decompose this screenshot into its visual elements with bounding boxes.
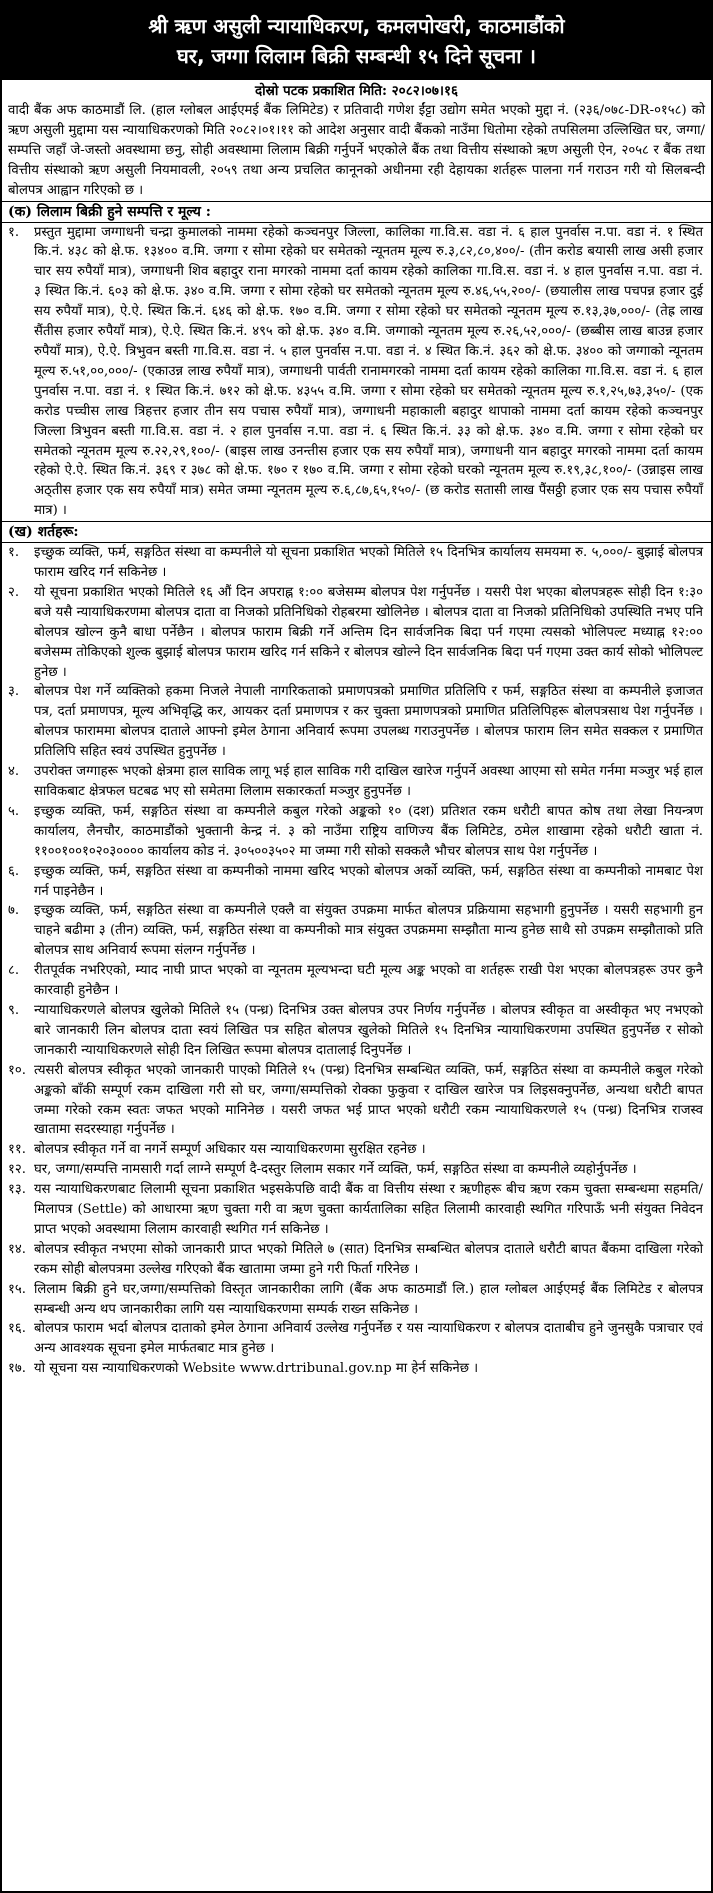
notice-title-line1: श्री ऋण असुली न्यायाधिकरण, कमलपोखरी, काठमाडौंको xyxy=(148,14,565,38)
section-kha-list xyxy=(2,543,711,1379)
section-kha-item-text: न्यायाधिकरणले बोलपत्र खुलेको मितिले १५ (पन्ध्र) दिनभित्र उक्त बोलपत्र उपर निर्णय गर्नुपर्नेछ । बोलपत्र स्वीकृत वा अस्वीकृत भए नभएको बारे जानकारी लिन बोलपत्र दाता स्वयं लिखित पत्र सहित बोलपत्र खुलेको मितिले १५ दिनभित्र न्यायाधिकरणमा उपस्थित हुनुपर्नेछ र सोको जानकारी न्यायाधिकरणले सोही दिन लिखित रूपमा बोलपत्र दातालाई दिनुपर्नेछ । xyxy=(34,1002,703,1058)
section-kha-item xyxy=(2,543,711,583)
section-kha-item-number: ३. xyxy=(8,684,20,700)
section-kha-item xyxy=(2,961,711,1001)
section-kha-item-number: १४. xyxy=(8,1241,26,1257)
section-kha-item xyxy=(2,862,711,902)
section-kha-item-number: १०. xyxy=(8,1062,26,1078)
section-kha-item-text: इच्छुक व्यक्ति, फर्म, सङ्गठित संस्था वा कम्पनीले कबुल गरेको अङ्कको १० (दश) प्रतिशत रकम धरौटी बापत कोष तथा लेखा नियन्त्रण कार्यालय, लैनचौर, काठमाडौंको भुक्तानी केन्द्र नं. ३ को नाउँमा राष्ट्रिय वाणिज्य बैंक लिमिटेड, ठमेल शाखामा रहेको धरौटी खाता नं. ११००१००१०२०३०००० कार्यालय कोड नं. ३०५००३५०२ मा जम्मा गरी सोको सक्कलै भौचर बोलपत्र साथ पेश गर्नुपर्नेछ । xyxy=(34,803,703,859)
section-kha-item xyxy=(2,1160,711,1180)
section-kha-item-text: बोलपत्र स्वीकृत नभएमा सोको जानकारी प्राप्त भएको मितिले ७ (सात) दिनभित्र सम्बन्धित बोलपत्र दाताले धरौटी बापत बैंकमा दाखिला गरेको रकम सोही बोलपत्रमा उल्लेख गरिएको बैंक खातामा जम्मा हुने गरी फिर्ता गरिनेछ । xyxy=(34,1241,703,1277)
section-kha-item-number: १६. xyxy=(8,1321,26,1337)
section-kha-item xyxy=(2,1280,711,1320)
intro-paragraph: वादी बैंक अफ काठमाडौं लि. (हाल ग्लोबल आईएमई बैंक लिमिटेड) र प्रतिवादी गणेश ईंट्टा उद्योग समेत भएको मुद्दा नं. (२३६/०७८-DR-०१५८) को ऋण असुली मुद्दामा यस न्यायाधिकरणको मिति २०८२।०१।११ को आदेश अनुसार वादी बैंकको नाउँमा धितोमा रहेको तपसिलमा उल्लिखित घर, जग्गा/सम्पत्ति जहाँ जे-जस्तो अवस्थामा छनु, सोही अवस्थामा लिलाम बिक्री गर्नुपर्ने भएकोले बैंक तथा वित्तीय संस्थाको ऋण असुली ऐन, २०५८ र बैंक तथा वित्तीय संस्थाको ऋण असुली नियमावली, २०५९ तथा अन्य प्रचलित कानूनको अधीनमा रही देहायका शर्तहरू पालना गर्न गराउन गरी यो सिलबन्दी बोलपत्र आह्वान गरिएको छ । xyxy=(8,103,705,198)
section-ka-list xyxy=(2,223,711,522)
notice-title-box xyxy=(2,2,711,80)
section-kha-item-text: इच्छुक व्यक्ति, फर्म, सङ्गठित संस्था वा कम्पनीले यो सूचना प्रकाशित भएको मितिले १५ दिनभित्र कार्यालय समयमा रु. ५,०००/- बुझाई बोलपत्र फाराम खरिद गर्न सकिनेछ । xyxy=(34,545,703,581)
section-kha-item-number: ८. xyxy=(8,963,20,979)
section-kha-item-text: इच्छुक व्यक्ति, फर्म, सङ्गठित संस्था वा कम्पनीले एक्लै वा संयुक्त उपक्रमा मार्फत बोलपत्र प्रक्रियामा सहभागी हुनुपर्नेछ । यसरी सहभागी हुन चाहने बढीमा ३ (तीन) व्यक्ति, फर्म, सङ्गठित संस्था वा कम्पनीको मात्र संयुक्त उपक्रममा सम्झौता मान्य हुनेछ साथै सो उपक्रम सम्झौताको प्रति बोलपत्र साथ अनिवार्य रूपमा संलग्न गर्नुपर्नेछ । xyxy=(34,903,703,959)
notice-title-line2: घर, जग्गा लिलाम बिक्री सम्बन्धी १५ दिने सूचना । xyxy=(176,44,537,68)
section-kha-item-number: १२. xyxy=(8,1162,26,1178)
section-kha-item-text: बोलपत्र पेश गर्ने व्यक्तिको हकमा निजले नेपाली नागरिकताको प्रमाणपत्रको प्रमाणित प्रतिलिपि र फर्म, सङ्गठित संस्था वा कम्पनीले इजाजत पत्र, दर्ता प्रमाणपत्र, मूल्य अभिवृद्धि कर, आयकर दर्ता प्रमाणपत्र र कर चुक्ता प्रमाणपत्रको प्रमाणित प्रतिलिपिहरू बोलपत्रसाथ पेश गर्नुपर्नेछ । बोलपत्र फाराममा बोलपत्र दाताले आफ्नो इमेल ठेगाना अनिवार्य रूपमा उपलब्ध गराउनुपर्नेछ । बोलपत्र फाराम लिन समेत सक्कल र प्रमाणित प्रतिलिपि सहित स्वयं उपस्थित हुनुपर्नेछ । xyxy=(34,684,703,760)
section-kha-item-number: १७. xyxy=(8,1361,26,1377)
section-ka-item-text: प्रस्तुत मुद्दामा जग्गाधनी चन्द्रा कुमालको नाममा रहेको कञ्चनपुर जिल्ला, कालिका गा.वि.स. वडा नं. ६ हाल पुनर्वास न.पा. वडा नं. १ स्थित कि.नं. ४३८ को क्षे.फ. १३४०० व.मि. जग्गा र सोमा रहेको घर समेतको न्यूनतम मूल्य रु.३,८२,८०,४००/- (तीन करोड बयासी लाख असी हजार चार सय रुपैयाँ मात्र), जग्गाधनी शिव बहादुर राना मगरको नाममा दर्ता कायम रहेको कालिका गा.वि.स. वडा नं. ४ हाल पुनर्वास न.पा. वडा नं. ३ स्थित कि.नं. ६०३ को क्षे.फ. ३४० व.मि. जग्गा र सोमा रहेको घर समेतको न्यूनतम मूल्य रु.४६,५५,२००/- (छयालीस लाख पचपन्न हजार दुई सय रुपैयाँ मात्र), ऐ.ऐ. स्थित कि.नं. ६४६ को क्षे.फ. १७० व.मि. जग्गा र सोमा रहेको घर समेतको न्यूनतम मूल्य रु.१३,३७,०००/- (तेह्र लाख सैंतीस हजार रुपैयाँ मात्र), ऐ.ऐ. स्थित कि.नं. ४९५ को क्षे.फ. ३४० व.मि. जग्गाको न्यूनतम मूल्य रु.२६,५२,०००/- (छब्बीस लाख बाउन्न हजार रुपैयाँ मात्र), ऐ.ऐ. त्रिभुवन बस्ती गा.वि.स. वडा नं. ५ हाल पुनर्वास न.पा. वडा नं. ४ स्थित कि.नं. ३६२ को क्षे.फ. ३४०० को जग्गाको न्यूनतम मूल्य रु.५१,००,०००/- (एकाउन्न लाख रुपैयाँ मात्र), जग्गाधनी पार्वती रानामगरको नाममा दर्ता कायम रहेको कालिका गा.वि.स. वडा नं. ६ हाल पुनर्वास न.पा. वडा नं. १ स्थित कि.नं. ७१२ को क्षे.फ. ४३५५ व.मि. जग्गा र सोमा रहेको घर समेतको न्यूनतम मूल्य रु.१,२५,७३,३५०/- (एक करोड पच्चीस लाख त्रिहत्तर हजार तीन सय पचास रुपैयाँ मात्र), जग्गाधनी महाकाली बहादुर थापाको नाममा दर्ता कायम रहेको कञ्चनपुर जिल्ला त्रिभुवन बस्ती गा.वि.स. वडा नं. २ हाल पुनर्वास न.पा. वडा नं. ६ स्थित कि.नं. ३३ को क्षे.फ. ३४० व.मि. जग्गा र सोमा रहेको घर समेतको न्यूनतम मूल्य रु.२२,२९,१००/- (बाइस लाख उनन्तीस हजार एक सय रुपैयाँ मात्र), जग्गाधनी यान बहादुर मगरको नाममा दर्ता कायम रहेको ऐ.ऐ. स्थित कि.नं. ३६९ र ३७८ को क्षे.फ. १७० र १७० व.मि. जग्गा र सोमा रहेको घरको न्यूनतम मूल्य रु.१९,३८,१००/- (उन्नाइस लाख अठ्तीस हजार एक सय रुपैयाँ मात्र) समेत जम्मा न्यूनतम मूल्य रु.६,८७,६५,१५०/- (छ करोड सतासी लाख पैंसठ्ठी हजार एक सय पचास रुपैयाँ मात्र) । xyxy=(34,224,703,519)
section-kha-item-number: ५. xyxy=(8,803,20,819)
section-kha-item-text: यो सूचना यस न्यायाधिकरणको Website www.drtribunal.gov.np मा हेर्न सकिनेछ । xyxy=(34,1361,479,1377)
section-kha-item xyxy=(2,1061,711,1141)
publication-date: दोस्रो पटक प्रकाशित मिति: २०८२।०७।१६ xyxy=(254,83,459,99)
section-kha-item xyxy=(2,583,711,683)
section-kha-item-number: ७. xyxy=(8,903,20,919)
section-kha-item-text: बोलपत्र फाराम भर्दा बोलपत्र दाताको इमेल ठेगाना अनिवार्य उल्लेख गर्नुपर्नेछ र यस न्यायाधिकरण र बोलपत्र दाताबीच हुने जुनसुकै पत्राचार एवं अन्य आवश्यक सूचना इमेल मार्फतबाट मात्र हुनेछ । xyxy=(34,1321,703,1357)
section-kha-item-text: त्यसरी बोलपत्र स्वीकृत भएको जानकारी पाएको मितिले १५ (पन्ध्र) दिनभित्र सम्बन्धित व्यक्ति, फर्म, सङ्गठित संस्था वा कम्पनीले कबुल गरेको अङ्कको बाँकी सम्पूर्ण रकम दाखिला गरी सो घर, जग्गा/सम्पत्तिको रोक्का फुकुवा र दाखिल खारेज पत्र लिइसक्नुपर्नेछ, अन्यथा धरौटी बापत जम्मा गरेको रकम स्वतः जफत भएको मानिनेछ । यसरी जफत भई प्राप्त भएको धरौटी रकम न्यायाधिकरणले १५ (पन्ध्र) दिनभित्र राजस्व खातामा सदरस्याहा गर्नुपर्नेछ । xyxy=(34,1062,703,1138)
section-kha-item xyxy=(2,1319,711,1359)
section-kha-item-text: घर, जग्गा/सम्पत्ति नामसारी गर्दा लाग्ने सम्पूर्ण दै-दस्तुर लिलाम सकार गर्ने व्यक्ति, फर्म, सङ्गठित संस्था वा कम्पनीले व्यहोर्नुपर्नेछ । xyxy=(34,1162,637,1178)
section-kha-item xyxy=(2,901,711,961)
section-kha-item-text: यस न्यायाधिकरणबाट लिलामी सूचना प्रकाशित भइसकेपछि वादी बैंक वा वित्तीय संस्था र ऋणीहरू बीच ऋण रकम चुक्ता सम्बन्धमा सहमति/मिलापत्र (Settle) को आधारमा ऋण चुक्ता गरी वा ऋण चुक्ता कार्यतालिका सहित लिलामी कारवाही स्थगित गरिपाऊँ भनी संयुक्त निवेदन प्राप्त भएको अवस्थामा लिलाम कारवाही स्थगित गर्न सकिनेछ । xyxy=(34,1182,703,1237)
section-kha-item xyxy=(2,1240,711,1280)
section-kha-item xyxy=(2,762,711,802)
section-ka-heading: (क) लिलाम बिक्री हुने सम्पत्ति र मूल्य : xyxy=(2,201,711,223)
section-kha-item-text: यो सूचना प्रकाशित भएको मितिले १६ औं दिन अपराह्न १:०० बजेसम्म बोलपत्र पेश गर्नुपर्नेछ । यसरी पेश भएका बोलपत्रहरू सोही दिन १:३० बजे यसै न्यायाधिकरणमा बोलपत्र दाता वा निजको प्रतिनिधिको रोहबरमा खोलिनेछ । बोलपत्र दाता वा निजको प्रतिनिधिको उपस्थिति नभए पनि बोलपत्र खोल्न कुनै बाधा पर्नेछैन । बोलपत्र फाराम बिक्री गर्ने अन्तिम दिन सार्वजनिक बिदा पर्न गएमा त्यसको भोलिपल्ट मध्याह्न १२:०० बजेसम्म तोकिएको शुल्क बुझाई बोलपत्र फाराम खरिद गर्न सकिने र बोलपत्र खोल्ने दिन सार्वजनिक बिदा पर्न गएमा उक्त कार्य सोको भोलिपल्ट हुनेछ । xyxy=(34,584,703,680)
section-kha-item-number: ४. xyxy=(8,764,20,780)
section-kha-item-text: रीतपूर्वक नभरिएको, म्याद नाघी प्राप्त भएको वा न्यूनतम मूल्यभन्दा घटी मूल्य अङ्क भएको वा शर्तहरू राखी पेश भएका बोलपत्रहरू उपर कुनै कारवाही हुनेछैन । xyxy=(34,963,703,999)
section-kha-item-number: १. xyxy=(8,545,20,561)
section-kha-heading: (ख) शर्तहरू: xyxy=(2,521,711,543)
section-kha-item xyxy=(2,1001,711,1061)
section-kha-item-text: बोलपत्र स्वीकृत गर्ने वा नगर्ने सम्पूर्ण अधिकार यस न्यायाधिकरणमा सुरक्षित रहनेछ । xyxy=(34,1142,426,1158)
section-kha-item-number: ९. xyxy=(8,1002,20,1018)
section-kha-item xyxy=(2,802,711,862)
section-kha-item-number: २. xyxy=(8,584,20,600)
section-ka-item xyxy=(2,223,711,522)
section-kha-item-text: लिलाम बिक्री हुने घर,जग्गा/सम्पत्तिको विस्तृत जानकारीका लागि (बैंक अफ काठमाडौं लि.) हाल ग्लोबल आईएमई बैंक लिमिटेड र बोलपत्र सम्बन्धी अन्य थप जानकारीका लागि यस न्यायाधिकरणमा सम्पर्क राख्न सकिनेछ । xyxy=(34,1281,703,1317)
section-ka-item-number: १. xyxy=(8,224,20,240)
section-kha-item xyxy=(2,1359,711,1379)
section-kha-item xyxy=(2,1180,711,1240)
section-kha-item-number: १३. xyxy=(8,1182,26,1198)
section-kha-item-number: ११. xyxy=(8,1142,26,1158)
section-kha-item-number: ६. xyxy=(8,863,20,879)
section-kha-item xyxy=(2,1140,711,1160)
section-kha-item xyxy=(2,682,711,762)
section-kha-item-text: इच्छुक व्यक्ति, फर्म, सङ्गठित संस्था वा कम्पनीको नाममा खरिद भएको बोलपत्र अर्को व्यक्ति, फर्म, सङ्गठित संस्था वा कम्पनीको नामबाट पेश गर्न पाइनेछैन । xyxy=(34,863,703,899)
section-kha-item-text: उपरोक्त जग्गाहरू भएको क्षेत्रमा हाल साविक लागू भई हाल साविक गरी दाखिल खारेज गर्नुपर्ने अवस्था आएमा सो समेत गर्नमा मञ्जुर भई हाल साविकबाट क्षेत्रफल घटबढ भए सो समेतमा लिलाम सकारकर्ता मञ्जुर हुनुपर्नेछ । xyxy=(34,764,703,799)
section-kha-item-number: १५. xyxy=(8,1281,26,1297)
